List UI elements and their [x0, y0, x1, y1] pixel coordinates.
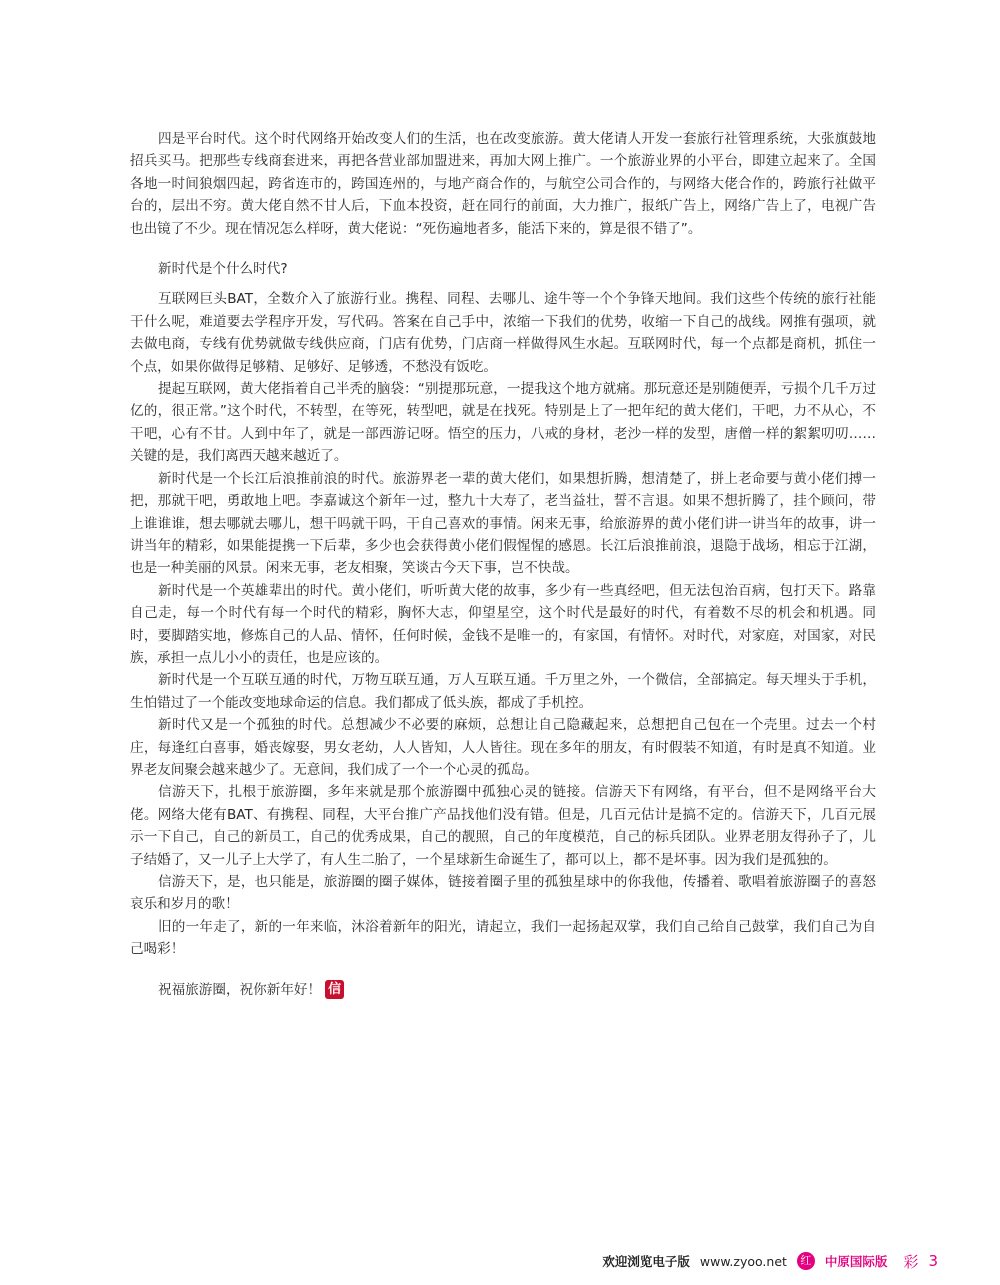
- paragraph-xinyou-2: 信游天下，是，也只能是，旅游圈的圈子媒体，链接着圈子里的孤独星球中的你我他，传播着、歌唱着旅游圈子的喜怒哀乐和岁月的歌！: [130, 874, 876, 913]
- seal-icon: 信: [325, 980, 344, 999]
- footer-site-link[interactable]: www.zyoo.net: [699, 1253, 787, 1269]
- signoff: [130, 979, 876, 1001]
- footer-edition: 中原国际版: [824, 1254, 888, 1269]
- paragraph-xinyou-1: 信游天下，扎根于旅游圈，多年来就是那个旅游圈中孤独心灵的链接。信游天下有网络，有平台，但不是网络平台大佬。网络大佬有BAT、有携程、同程，大平台推广产品找他们没有错。但是，几百元估计是搞不定的。信游天下，几百元展示一下自己，自己的新员工，自己的优秀成果，自己的靓照，自己的年度模范，自己的标兵团队。业界老朋友得孙子了，儿子结婚了，又一儿子上大学了，有人生二胎了，一个星球新生命诞生了，都可以上，都不是坏事。因为我们是孤独的。: [130, 784, 876, 868]
- paragraph-heroes: 新时代是一个英雄辈出的时代。黄小佬们，听听黄大佬的故事，多少有一些真经吧，但无法包治百病，包打天下。路靠自己走，每一个时代有每一个时代的精彩，胸怀大志，仰望星空，这个时代是最好的时代，有着数不尽的机会和机遇。同时，要脚踏实地，修炼自己的人品、情怀，任何时候，金钱不是唯一的，有家国，有情怀。对时代，对家庭，对国家，对民族，承担一点儿小小的责任，也是应该的。: [130, 582, 876, 666]
- signoff-text: 祝福旅游圈，祝你新年好！: [158, 981, 322, 998]
- paragraph-new-year: 旧的一年走了，新的一年来临，沐浴着新年的阳光，请起立，我们一起扬起双掌，我们自己给自己鼓掌，我们自己为自己喝彩！: [130, 918, 876, 958]
- section-question: 新时代是个什么时代?: [158, 261, 288, 278]
- footer-page-number: 3: [928, 1252, 938, 1270]
- footer-welcome: 欢迎浏览电子版: [602, 1254, 690, 1269]
- paragraph-platform-era: 四是平台时代。这个时代网络开始改变人们的生活，也在改变旅游。黄大佬请人开发一套旅行社管理系统，大张旗鼓地招兵买马。把那些专线商套进来，再把各营业部加盟进来，再加大网上推广。一个旅游业界的小平台，即建立起来了。全国各地一时间狼烟四起，跨省连市的，跨国连州的，与地产商合作的，与航空公司合作的，与网络大佬合作的，跨旅行社做平台的，层出不穷。黄大佬自然不甘人后，下血本投资，赶在同行的前面，大力推广，报纸广告上，网络广告上了，电视广告也出镜了不少。现在情况怎么样呀，黄大佬说：“死伤遍地者多，能活下来的，算是很不错了”。: [130, 131, 876, 237]
- paragraph-internet-giants: 互联网巨头BAT，全数介入了旅游行业。携程、同程、去哪儿、途牛等一个个争锋天地间。我们这些个传统的旅行社能干什么呢，难道要去学程序开发，写代码。答案在自己手中，浓缩一下我们的优势，收缩一下自己的战线。网推有强项，就去做电商，专线有优势就做专线供应商，门店有优势，门店商一样做得风生水起。互联网时代，每一个点都是商机，抓住一个点，如果你做得足够精、足够好、足够透，不愁没有饭吃。: [130, 291, 876, 375]
- paragraph-waves: 新时代是一个长江后浪推前浪的时代。旅游界老一辈的黄大佬们，如果想折腾，想清楚了，拼上老命要与黄小佬们搏一把，那就干吧，勇敢地上吧。李嘉诚这个新年一过，整九十大寿了，老当益壮，誓不言退。如果不想折腾了，挂个顾问，带上谁谁谁，想去哪就去哪儿，想干吗就干吗，干自己喜欢的事情。闲来无事，给旅游界的黄小佬们讲一讲当年的故事，讲一讲当年的精彩，如果能提携一下后辈，多少也会获得黄小佬们假惺惺的感恩。长江后浪推前浪，退隐于战场，相忘于江湖，也是一种美丽的风景。闲来无事，老友相聚，笑谈古今天下事，岂不快哉。: [130, 470, 876, 577]
- hong-logo-icon: 红: [797, 1252, 815, 1270]
- article-body: [130, 128, 876, 1001]
- footer-page-label: 彩: [903, 1252, 919, 1271]
- paragraph-bald-head: 提起互联网，黄大佬指着自己半秃的脑袋：“别提那玩意，一提我这个地方就痛。那玩意还是别随便弄，亏损个几千万过亿的，很正常。”这个时代，不转型，在等死，转型吧，就是在找死。特别是上了一把年纪的黄大佬们，干吧，力不从心，不干吧，心有不甘。人到中年了，就是一部西游记呀。悟空的压力，八戒的身材，老沙一样的发型，唐僧一样的絮絮叨叨……关键的是，我们离西天越来越近了。: [130, 381, 876, 465]
- page-footer: [602, 1250, 938, 1272]
- paragraph-lonely: 新时代又是一个孤独的时代。总想减少不必要的麻烦，总想让自己隐藏起来，总想把自己包在一个壳里。过去一个村庄，每逢红白喜事，婚丧嫁娶，男女老幼，人人皆知，人人皆往。现在多年的朋友，有时假装不知道，有时是真不知道。业界老友间聚会越来越少了。无意间，我们成了一个一个心灵的孤岛。: [130, 717, 876, 778]
- paragraph-connected: 新时代是一个互联互通的时代，万物互联互通，万人互联互通。千万里之外，一个微信，全部搞定。每天埋头于手机，生怕错过了一个能改变地球命运的信息。我们都成了低头族，都成了手机控。: [130, 672, 876, 711]
